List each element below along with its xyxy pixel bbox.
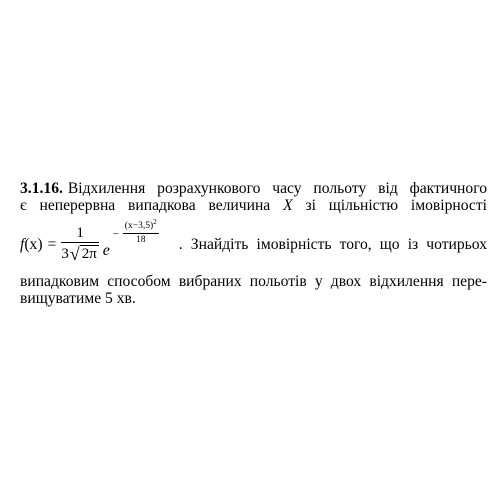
problem-line-1-text: Відхилення розрахункового часу польоту від фактичного [67,180,487,197]
problem-line-2 [20,197,487,214]
problem-line-4-text: випадковим способом вибраних польотів у двох відхилення пере- [20,273,487,290]
exponential-term [101,216,171,272]
exponent-fraction [123,216,159,246]
coefficient-numerator: 1 [76,224,84,241]
problem-line-4 [20,273,487,290]
denominator-factor: 3 [61,245,69,262]
problem-line-5-text: вищуватиме 5 хв. [20,290,136,307]
exp-sign: − [112,228,120,240]
coefficient-denominator [61,243,98,265]
coefficient-fraction [61,224,98,265]
exp-base: e [102,242,110,259]
problem-line-2-after: зі щільністю імовірності [305,197,487,214]
formula-lhs [20,236,43,253]
sqrt-content: 2π [81,246,97,262]
problem-line-5 [20,290,487,307]
problem-line-2-before: є неперервна випадкова величина [20,197,271,214]
exponent-numerator-base: (x−3,5) [124,221,154,232]
exponent-power: 2 [153,218,157,226]
problem-line-3-text [171,236,487,253]
sqrt-icon: √ [69,243,80,264]
problem-text [20,180,487,307]
formula-equals: = [47,235,57,253]
problem-line-1 [20,180,487,197]
density-formula [20,216,171,272]
formula-line [20,215,487,273]
random-variable: X [283,197,293,214]
exponent-denominator: 18 [135,235,146,246]
exponent-numerator [123,216,159,232]
problem-line-3-content: . Знайдіть імовірність того, що із чотирьох [178,235,487,253]
problem-number: 3.1.16. [20,180,63,197]
formula-arg: (x) [24,235,43,253]
formula-func: f [20,235,25,253]
